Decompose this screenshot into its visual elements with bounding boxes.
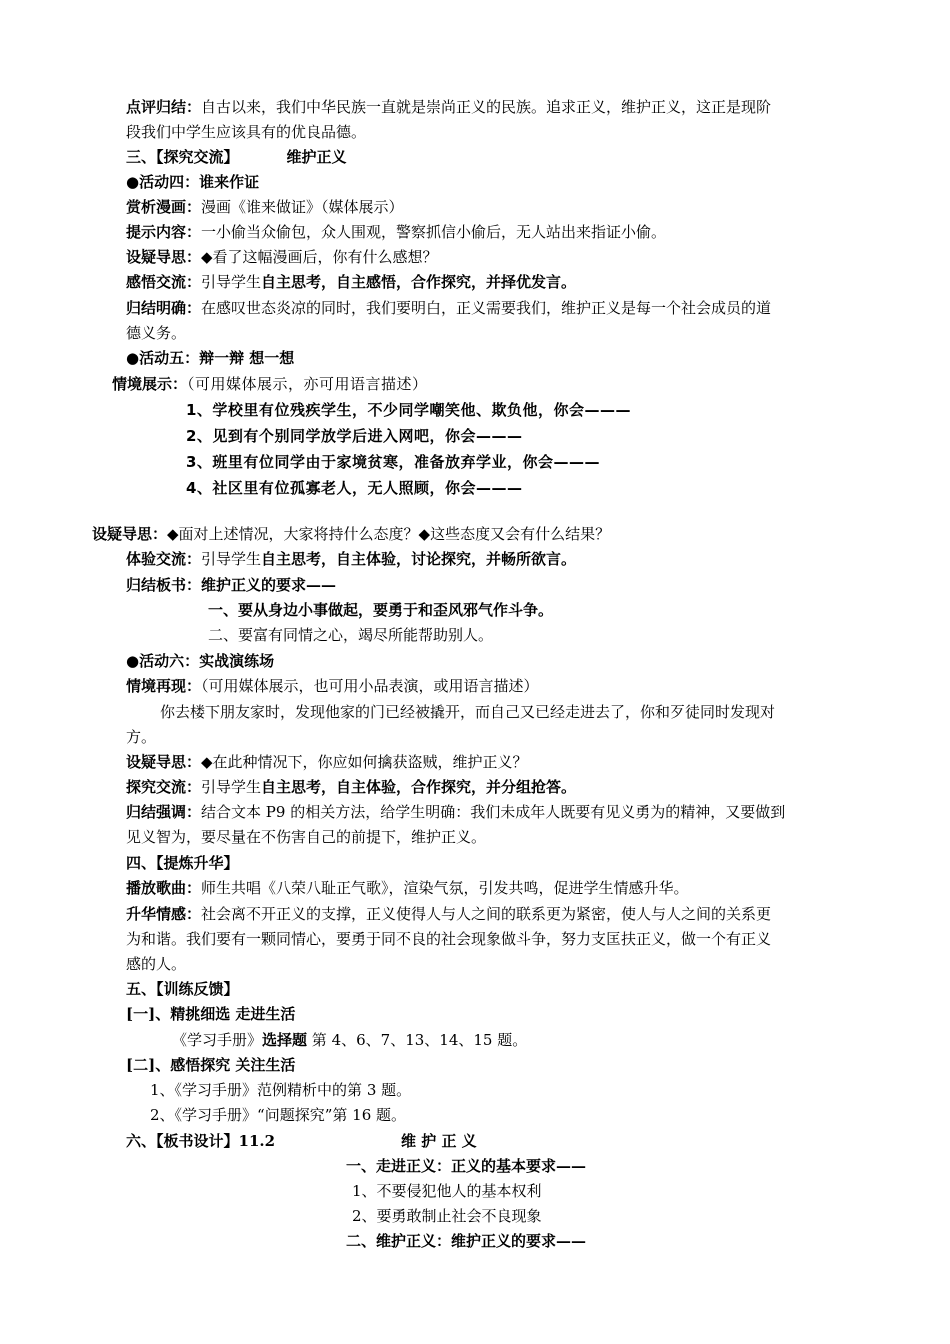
section5-group1-title: [一]、精挑细选 走进生活: [126, 1005, 296, 1023]
activity5-item-2: 2、见到有个别同学放学后进入网吧，你会———: [186, 427, 523, 445]
activity6-question: 设疑导思：◆在此种情况下，你应如何擒获盗贼，维护正义？: [126, 753, 528, 771]
board-design-line4: 二、维护正义：维护正义的要求——: [346, 1232, 587, 1250]
activity4-title: ●活动四：谁来作证: [126, 173, 260, 191]
board-design-line1: 一、走进正义：正义的基本要求——: [346, 1157, 587, 1175]
section4-song: 播放歌曲：师生共唱《八荣八耻正气歌》，渲染气氛，引发共鸣，促进学生情感升华。: [126, 879, 689, 897]
activity5-exchange: 体验交流：引导学生自主思考，自主体验，讨论探究，并畅所欲言。: [126, 550, 577, 568]
activity5-item-4: 4、社区里有位孤寡老人，无人照顾，你会———: [186, 479, 523, 497]
activity4-question: 设疑导思：◆看了这幅漫画后，你有什么感想？: [126, 248, 438, 266]
section3-heading: 三、【探究交流】 维护正义: [126, 148, 347, 166]
section5-group2-item-1: 1、《学习手册》范例精析中的第 3 题。: [150, 1081, 412, 1099]
activity6-summary-line2: 见义智为，要尽量在不伤害自己的前提下，维护正义。: [126, 828, 487, 846]
activity6-summary-line1: 归结强调：结合文本 P9 的相关方法，给学生明确：我们未成年人既要有见义勇为的精神，又要做到: [126, 803, 786, 821]
section4-heading: 四、【提炼升华】: [126, 854, 239, 872]
activity6-title: ●活动六：实战演练场: [126, 652, 275, 670]
section5-group2-item-2: 2、《学习手册》“问题探究”第 16 题。: [150, 1106, 407, 1124]
section5-heading: 五、【训练反馈】: [126, 980, 239, 998]
section5-group2-title: [二]、感悟探究 关注生活: [126, 1056, 296, 1074]
activity4-view: 赏析漫画：漫画《谁来做证》（媒体展示）: [126, 198, 404, 216]
section5-group1-task: 《学习手册》选择题 第 4、6、7、13、14、15 题。: [172, 1031, 528, 1049]
activity4-hint: 提示内容：一小偷当众偷包，众人围观，警察抓信小偷后，无人站出来指证小偷。: [126, 223, 667, 241]
section4-elevate-line3: 感的人。: [126, 955, 187, 973]
activity4-summary-line1: 归结明确：在感叹世态炎凉的同时，我们要明白，正义需要我们，维护正义是每一个社会成员的道: [126, 299, 772, 317]
activity6-story-line2: 方。: [126, 728, 157, 746]
section4-elevate-line2: 为和谐。我们要有一颗同情心，要勇于同不良的社会现象做斗争，努力支匡扶正义，做一个有正义: [126, 930, 772, 948]
board-design-line3: 2、要勇敢制止社会不良现象: [352, 1207, 542, 1225]
activity5-board-req-1: 一、要从身边小事做起，要勇于和歪风邪气作斗争。: [208, 601, 554, 619]
activity6-scene: 情境再现：（可用媒体展示，也可用小品表演，或用语言描述）: [126, 677, 539, 695]
section6-heading: 六、【板书设计】11.2: [126, 1132, 276, 1150]
activity6-exchange: 探究交流：引导学生自主思考，自主体验，合作探究，并分组抢答。: [126, 778, 577, 796]
activity5-item-3: 3、班里有位同学由于家境贫寒，准备放弃学业，你会———: [186, 453, 600, 471]
activity5-scene: 情境展示：（可用媒体展示，亦可用语言描述）: [112, 375, 428, 393]
review-summary-line1: 点评归结：自古以来，我们中华民族一直就是崇尚正义的民族。追求正义，维护正义，这正是现阶: [126, 98, 772, 116]
board-design-title: 维 护 正 义: [401, 1132, 477, 1150]
activity4-exchange: 感悟交流：引导学生自主思考，自主感悟，合作探究，并择优发言。: [126, 273, 577, 291]
activity6-story-line1: 你去楼下朋友家时，发现他家的门已经被撬开，而自己又已经走进去了，你和歹徒同时发现对: [160, 703, 776, 721]
review-summary-line2: 段我们中学生应该具有的优良品德。: [126, 123, 367, 141]
activity5-item-1: 1、学校里有位残疾学生，不少同学嘲笑他、欺负他，你会———: [186, 401, 631, 419]
activity4-summary-line2: 德义务。: [126, 324, 187, 342]
activity5-question: 设疑导思：◆面对上述情况，大家将持什么态度？◆这些态度又会有什么结果？: [92, 525, 611, 543]
activity5-board-title: 归结板书：维护正义的要求——: [126, 576, 337, 594]
section4-elevate-line1: 升华情感：社会离不开正义的支撑，正义使得人与人之间的联系更为紧密，使人与人之间的关系更: [126, 905, 772, 923]
board-design-line2: 1、不要侵犯他人的基本权利: [352, 1182, 542, 1200]
activity5-title: ●活动五：辩一辩 想一想: [126, 349, 295, 367]
activity5-board-req-2: 二、要富有同情之心，竭尽所能帮助别人。: [208, 626, 494, 644]
